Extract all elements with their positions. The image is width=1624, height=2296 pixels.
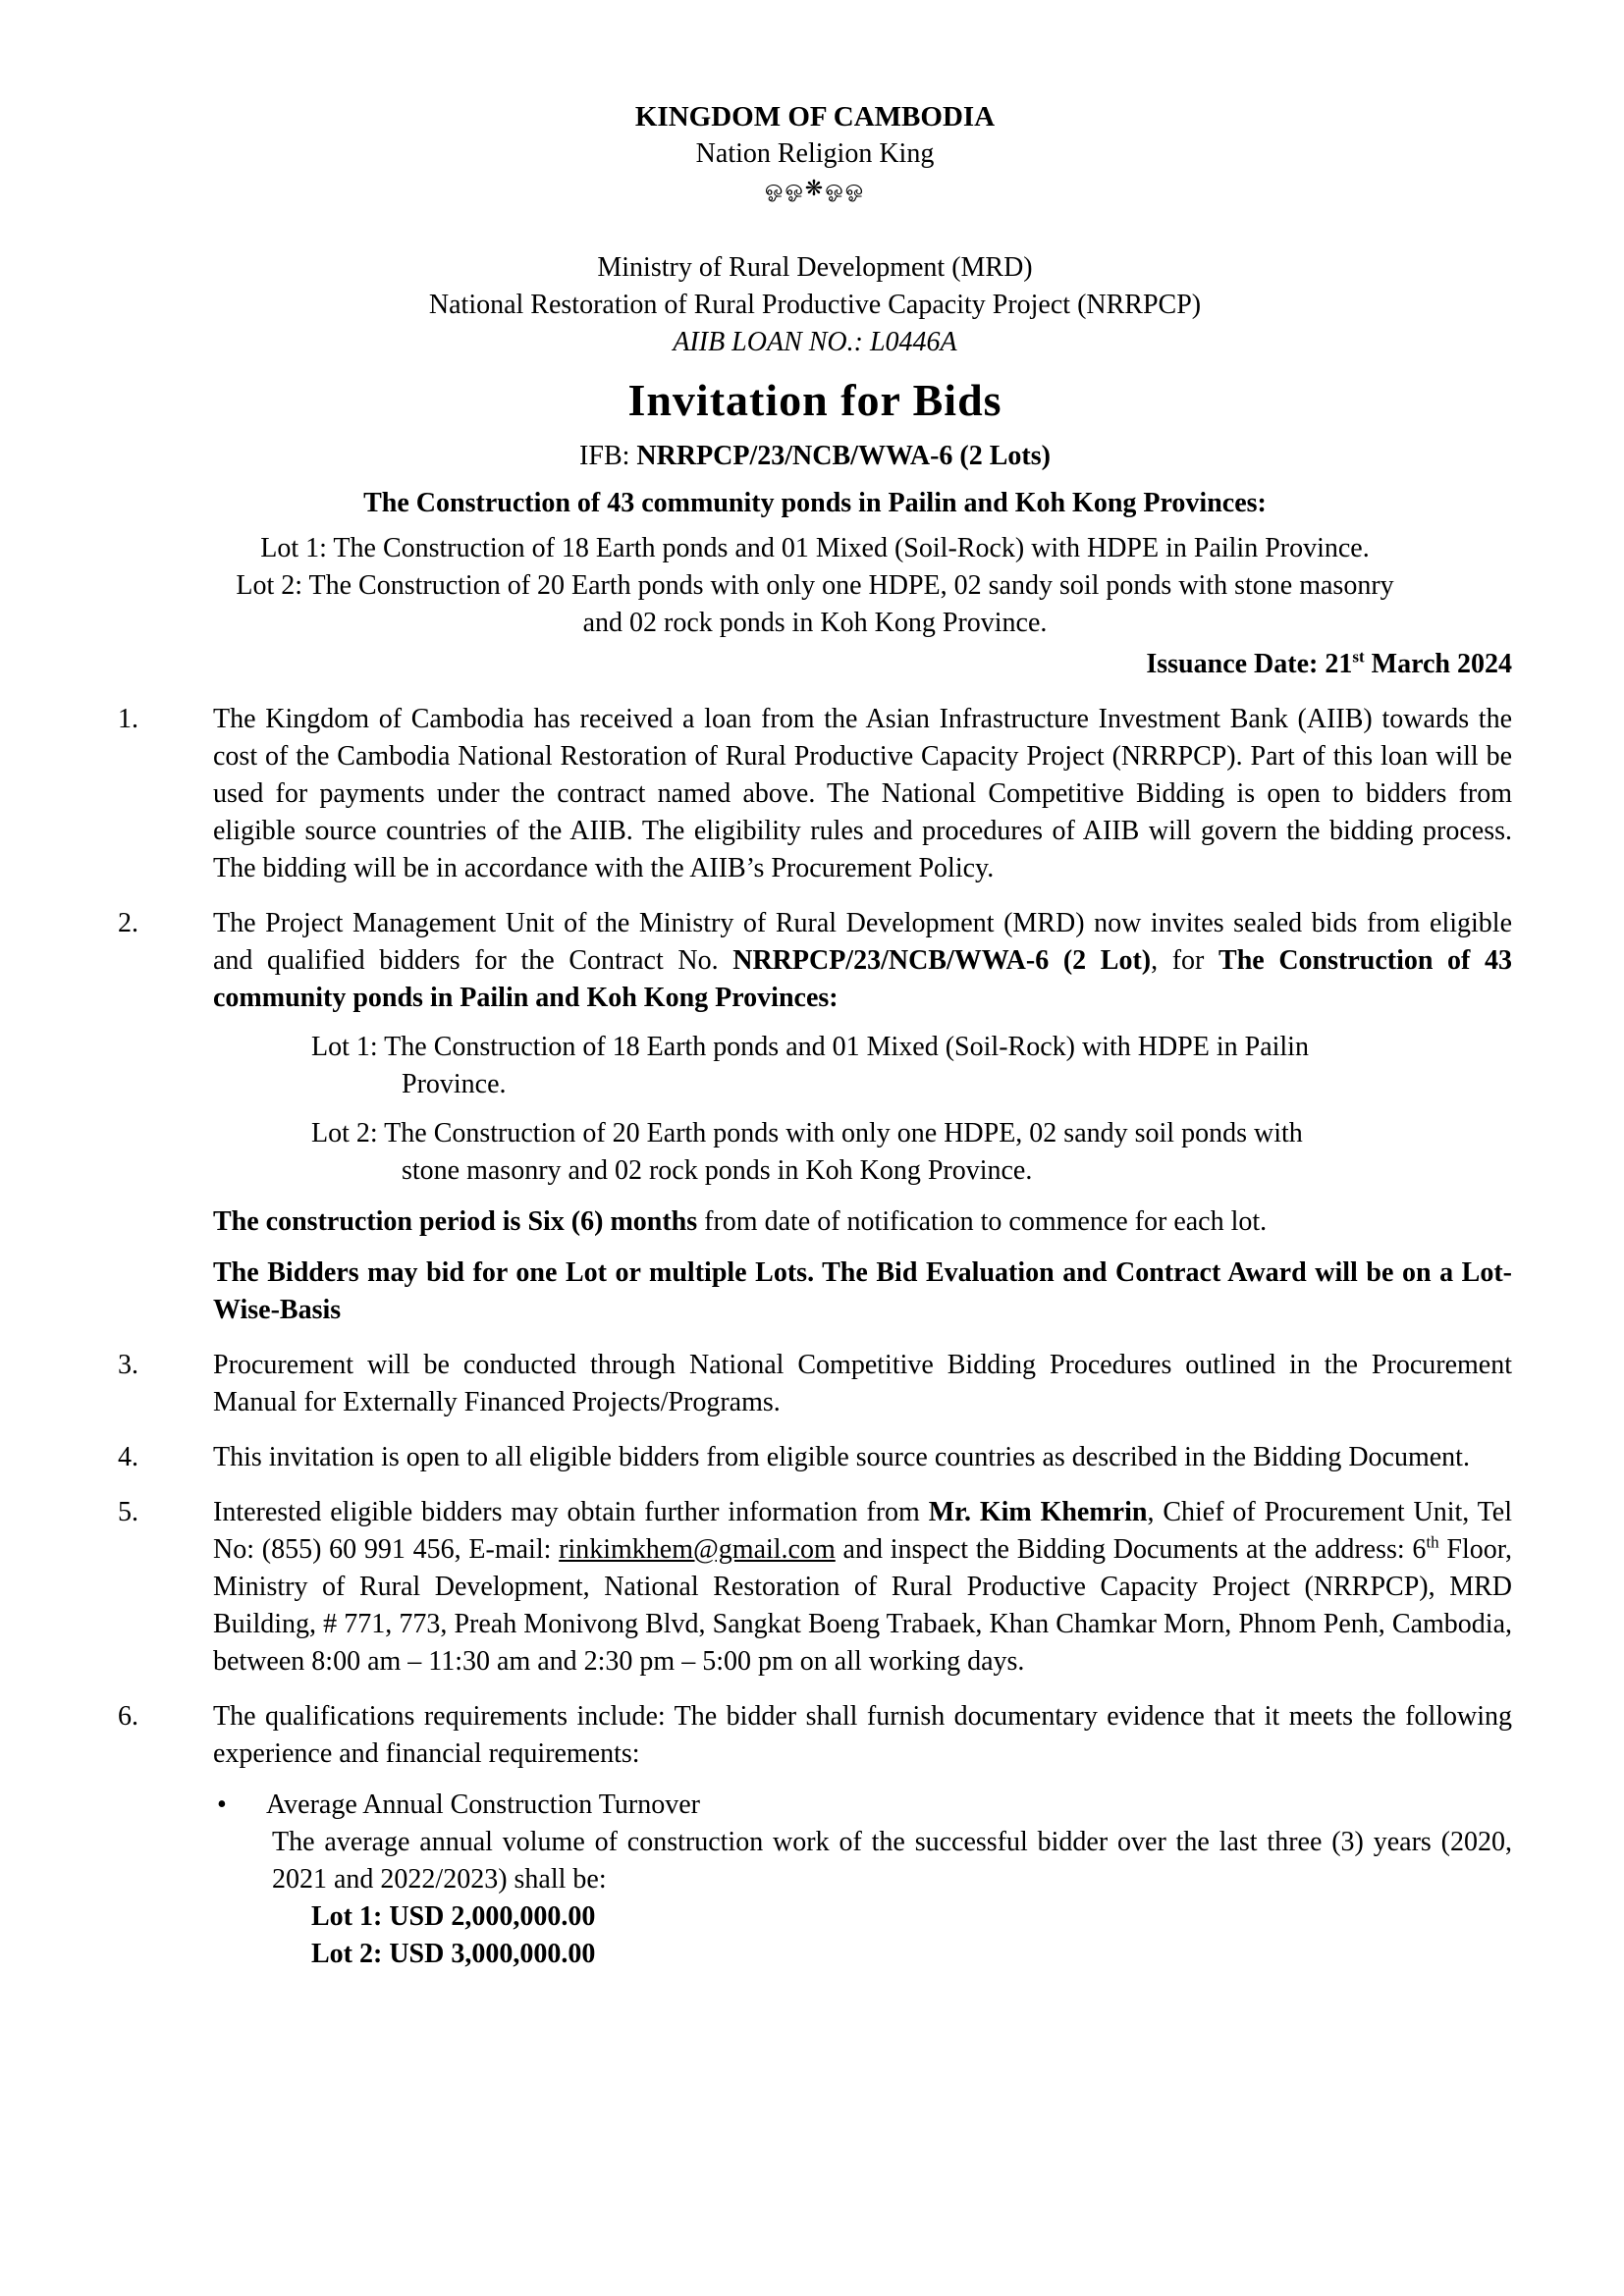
issuance-date: Issuance Date: 21st March 2024 xyxy=(1146,647,1512,679)
clause-number: 6. xyxy=(118,1701,138,1732)
clause-number: 1. xyxy=(118,704,138,734)
clause-number: 2. xyxy=(118,908,138,938)
clause-text: Interested eligible bidders may obtain further information from Mr. Kim Khemrin, Chief of Procurement Unit, Tel No: (855) 60 991 456, E-mail: rinkimkhem@gmail.com and inspect the Bidding Documents at the address: 6th Floor, Ministry of Rural Development, National Restoration of Rural Productive Capacity Project (NRRPCP), MRD Building, # 771, 773, Preah Monivong Blvd, Sangkat Boeng Trabaek, Khan Chamkar Morn, Phnom Penh, Cambodia, between 8:00 am – 11:30 am and 2:30 pm – 5:00 pm on all working days. xyxy=(213,1497,1512,1677)
clause-text: Procurement will be conducted through National Competitive Bidding Procedures outlined in the Procurement Manual for Externally Financed Projects/Programs. xyxy=(213,1350,1512,1417)
clause-1 xyxy=(118,701,1512,887)
ifb-code: NRRPCP/23/NCB/WWA-6 (2 Lots) xyxy=(636,441,1051,471)
contact-name: Mr. Kim Khemrin xyxy=(928,1497,1148,1527)
bullet-title: Average Annual Construction Turnover xyxy=(266,1789,700,1820)
clause-number: 3. xyxy=(118,1350,138,1380)
header-lot-2: Lot 2: The Construction of 20 Earth ponds with only one HDPE, 02 sandy soil ponds with stone masonry xyxy=(236,570,1394,601)
clause-number: 4. xyxy=(118,1442,138,1472)
multiple-lots-note: The Bidders may bid for one Lot or multiple Lots. The Bid Evaluation and Contract Award will be on a Lot-Wise-Basis xyxy=(213,1257,1512,1325)
construction-period: The construction period is Six (6) months from date of notification to commence for each lot. xyxy=(213,1206,1268,1237)
ifb-reference xyxy=(118,438,1512,475)
contact-email-link[interactable]: rinkimkhem@gmail.com xyxy=(559,1534,836,1565)
clause-2 xyxy=(118,905,1512,1329)
document-title: Invitation for Bids xyxy=(627,375,1002,425)
clause-3 xyxy=(118,1347,1512,1421)
turnover-description: The average annual volume of construction work of the successful bidder over the last three (3) years (2020, 2021 and 2022/2023) shall be: xyxy=(272,1827,1512,1895)
header-lot-2-cont: and 02 rock ponds in Koh Kong Province. xyxy=(582,608,1048,638)
loan-number: AIIB LOAN NO.: L0446A xyxy=(673,327,957,357)
ministry-name: Ministry of Rural Development (MRD) xyxy=(597,252,1033,283)
lot-2-turnover: Lot 2: USD 3,000,000.00 xyxy=(311,1939,596,1969)
clause-5 xyxy=(118,1494,1512,1681)
contract-subject: The Construction of 43 community ponds in Pailin and Koh Kong Provinces: xyxy=(213,945,1512,1013)
lot-2-description: Lot 2: The Construction of 20 Earth ponds with only one HDPE, 02 sandy soil ponds with stone masonry and 02 rock ponds in Koh Kong Province. xyxy=(311,1118,1303,1186)
kingdom-heading: KINGDOM OF CAMBODIA xyxy=(634,101,996,133)
national-motto: Nation Religion King xyxy=(695,138,935,169)
turnover-requirement xyxy=(213,1787,1512,1824)
clause-4 xyxy=(118,1439,1512,1476)
contract-number: NRRPCP/23/NCB/WWA-6 (2 Lot) xyxy=(732,945,1152,976)
ifb-label: IFB: xyxy=(579,441,637,471)
clause-text: The Project Management Unit of the Ministry of Rural Development (MRD) now invites sealed bids from eligible and qualified bidders for the Contract No. NRRPCP/23/NCB/WWA-6 (2 Lot), for The Construction of 43 community ponds in Pailin and Koh Kong Provinces: Lot 1: The Construction of 18 Earth ponds and 01 Mixed (Soil-Rock) with HDPE in Pailin Province. Lot 2: The Construction of 20 Earth ponds with only one HDPE, 02 sandy soil ponds with stone masonry and 02 rock ponds in Koh Kong Province. The construction period is Six (6) months from date of notification to commence for each lot. The Bidders may bid for one Lot or multiple Lots. The Bid Evaluation and Contract Award will be on a Lot-Wise-Basis xyxy=(213,905,1512,1329)
clause-text: The Kingdom of Cambodia has received a loan from the Asian Infrastructure Investment Bank (AIIB) towards the cost of the Cambodia National Restoration of Rural Productive Capacity Project (NRRPCP). Part of this loan will be used for payments under the contract named above. The National Competitive Bidding is open to bidders from eligible source countries of the AIIB. The eligibility rules and procedures of AIIB will govern the bidding process. The bidding will be in accordance with the AIIB’s Procurement Policy. xyxy=(213,704,1512,883)
bid-subject: The Construction of 43 community ponds in Pailin and Koh Kong Provinces: xyxy=(363,488,1267,518)
clause-6 xyxy=(118,1698,1512,1973)
lot-1-description: Lot 1: The Construction of 18 Earth ponds and 01 Mixed (Soil-Rock) with HDPE in Pailin Province. xyxy=(311,1032,1309,1099)
header-lot-1: Lot 1: The Construction of 18 Earth ponds and 01 Mixed (Soil-Rock) with HDPE in Pailin Province. xyxy=(260,533,1370,563)
lot-1-turnover: Lot 1: USD 2,000,000.00 xyxy=(311,1901,596,1932)
project-name: National Restoration of Rural Productive Capacity Project (NRRPCP) xyxy=(428,290,1202,320)
clause-number: 5. xyxy=(118,1497,138,1527)
bullet-icon: • xyxy=(217,1789,227,1820)
ornament-divider: ஓஓ❋ஓஓ xyxy=(764,176,866,200)
clause-text: The qualifications requirements include: The bidder shall furnish documentary evidence that it meets the following experience and financial requirements: • Average Annual Construction Turnover The average annual volume of construction work of the successful bidder over the last three (3) years (2020, 2021 and 2022/2023) shall be: Lot 1: USD 2,000,000.00 Lot 2: USD 3,000,000.00 xyxy=(213,1698,1512,1973)
clause-text: This invitation is open to all eligible bidders from eligible source countries as described in the Bidding Document. xyxy=(213,1442,1470,1472)
